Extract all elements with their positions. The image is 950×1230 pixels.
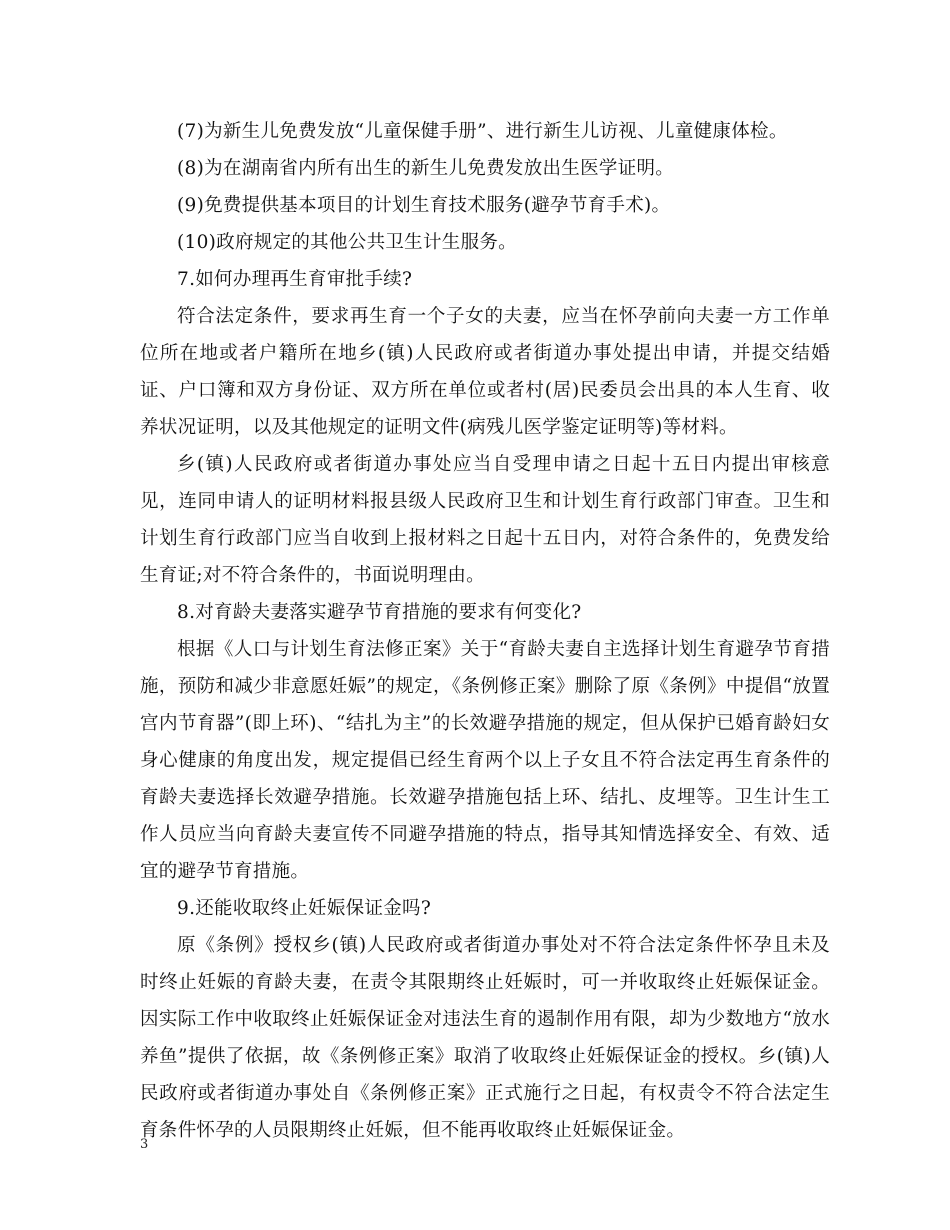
paragraph-service-8: (8)为在湖南省内所有出生的新生儿免费发放出生医学证明。 — [177, 158, 675, 179]
paragraph-answer-8: 根据《人口与计划生育法修正案》关于“育龄夫妻自主选择计划生育避孕节育措施，预防和减少非意愿妊娠”的规定，《条例修正案》删除了原《条例》中提倡“放置宫内节育器”(即上环)、“结扎为主”的长效避孕措施的规定，但从保护已婚育龄妇女身心健康的角度出发，规定提倡已经生育两个以上子女且不符合法定再生育条件的育龄夫妻选择长效避孕措施。长效避孕措施包括上环、结扎、皮埋等。卫生计生工作人员应当向育龄夫妻宣传不同避孕措施的特点，指导其知情选择安全、有效、适宜的避孕节育措施。 — [140, 639, 830, 882]
paragraph-service-9: (9)免费提供基本项目的计划生育技术服务(避孕节育手术)。 — [177, 195, 671, 216]
page-number: 3 — [140, 1137, 149, 1152]
paragraph-answer-7a: 符合法定条件，要求再生育一个子女的夫妻，应当在怀孕前向夫妻一方工作单位所在地或者户籍所在地乡(镇)人民政府或者街道办事处提出申请，并提交结婚证、户口簿和双方身份证、双方所在单位或者村(居)民委员会出具的本人生育、收养状况证明，以及其他规定的证明文件(病残儿医学鉴定证明等)等材料。 — [140, 306, 830, 438]
question-heading-9: 9.还能收取终止妊娠保证金吗? — [177, 898, 432, 919]
question-heading-7: 7.如何办理再生育审批手续? — [177, 269, 413, 290]
paragraph-answer-7b: 乡(镇)人民政府或者街道办事处应当自受理申请之日起十五日内提出审核意见，连同申请人的证明材料报县级人民政府卫生和计划生育行政部门审查。卫生和计划生育行政部门应当自收到上报材料之日起十五日内，对符合条件的，免费发给生育证;对不符合条件的，书面说明理由。 — [140, 454, 830, 586]
paragraph-service-7: (7)为新生儿免费发放“儿童保健手册”、进行新生儿访视、儿童健康体检。 — [177, 121, 788, 142]
document-body — [140, 113, 830, 1149]
paragraph-service-10: (10)政府规定的其他公共卫生计生服务。 — [177, 232, 517, 253]
question-heading-8: 8.对育龄夫妻落实避孕节育措施的要求有何变化? — [177, 602, 582, 623]
paragraph-answer-9: 原《条例》授权乡(镇)人民政府或者街道办事处对不符合法定条件怀孕且未及时终止妊娠的育龄夫妻，在责令其限期终止妊娠时，可一并收取终止妊娠保证金。因实际工作中收取终止妊娠保证金对违法生育的遏制作用有限，却为少数地方“放水养鱼”提供了依据，故《条例修正案》取消了收取终止妊娠保证金的授权。乡(镇)人民政府或者街道办事处自《条例修正案》正式施行之日起，有权责令不符合法定生育条件怀孕的人员限期终止妊娠，但不能再收取终止妊娠保证金。 — [140, 935, 830, 1141]
